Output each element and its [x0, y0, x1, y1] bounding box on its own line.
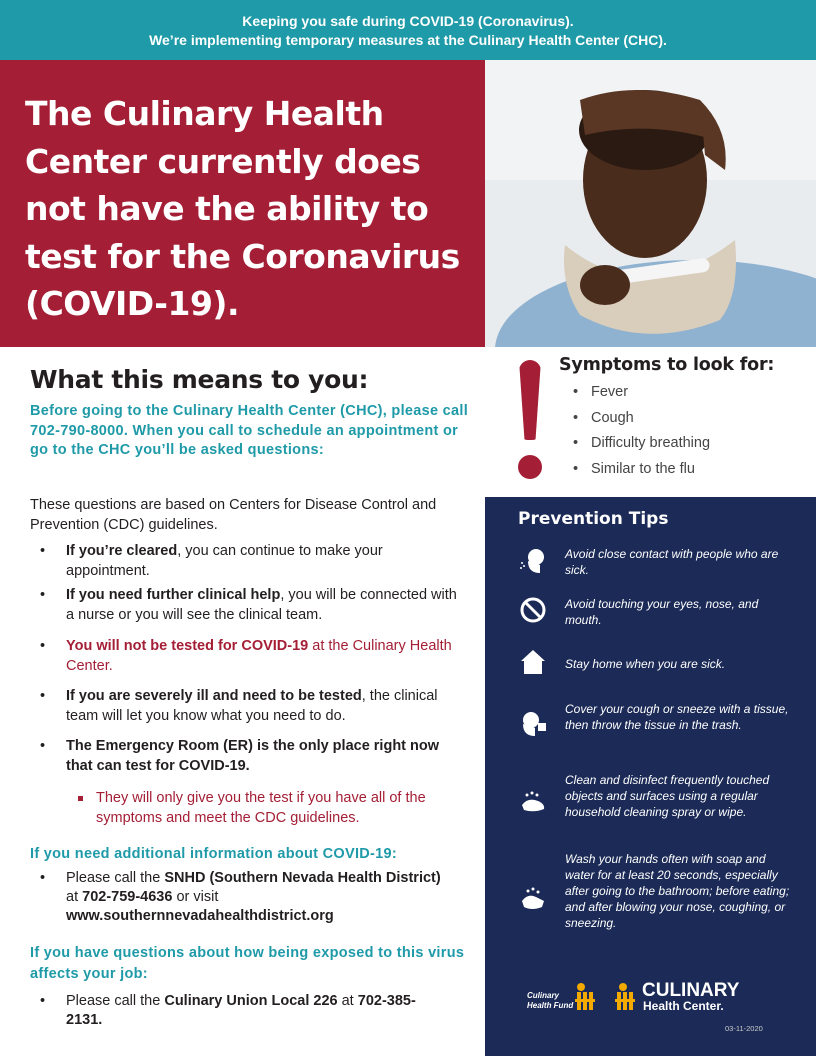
hero-panel: [0, 60, 485, 347]
exclamation-dot-icon: [518, 455, 542, 479]
svg-text:Health Center.: Health Center.: [643, 999, 724, 1013]
health-center-logo: [615, 980, 740, 1013]
prevention-panel: [485, 497, 816, 1056]
bullet-text: , you will be connected with a nurse or you will see the clinical team.: [66, 587, 457, 623]
snhd-name: SNHD (Southern Nevada Health District): [164, 870, 441, 886]
list-item: • If you are severely ill and need to be tested, the clinical team will let you know what you need to do.: [40, 688, 438, 724]
prevention-title: Prevention Tips: [518, 509, 669, 529]
person-distance-icon: [518, 545, 548, 575]
svg-text:CULINARY: CULINARY: [642, 980, 740, 1001]
list-item: • If you need further clinical help, you will be connected with a nurse or you will see the clinical team.: [40, 587, 457, 623]
info-heading: If you need additional information about COVID-19:: [30, 846, 398, 862]
snhd-website-link[interactable]: www.southernnevadahealthdistrict.org: [66, 908, 334, 924]
issue-date: 03-11-2020: [725, 1024, 763, 1033]
sick-man-illustration: [485, 60, 816, 347]
bullet-bold: If you are severely ill and need to be tested: [66, 688, 362, 704]
cough-tissue-icon: [518, 709, 548, 739]
symptom-item: • Similar to the flu: [573, 461, 695, 477]
handwash-icon: [518, 885, 548, 915]
section-heading: What this means to you:: [30, 365, 369, 394]
list-item: • The Emergency Room (ER) is the only place right now that can test for COVID-19.: [40, 738, 440, 774]
symptom-item: • Fever: [573, 384, 629, 400]
left-column: [0, 347, 485, 1056]
hero-title: The Culinary Health Center currently does not have the ability to test for the Coronavirus (COVID-19).: [25, 94, 460, 323]
tip-text: Wash your hands often with soap and water for at least 20 seconds, especially after going to the bathroom; before eating; and after blowing your nose, coughing, or sneezing.: [565, 852, 790, 930]
info-item: • Please call the SNHD (Southern Nevada Health District) at 702-759-4636 or visit www.southernnevadahealthdistrict.org: [40, 870, 441, 924]
house-icon: [518, 647, 548, 677]
tip-text: Avoid close contact with people who are sick.: [565, 547, 779, 577]
union-phone: 702-385-2131.: [66, 993, 416, 1028]
health-fund-logo: [527, 983, 595, 1010]
job-heading: If you have questions about how being exposed to this virus affects your job:: [30, 945, 465, 982]
symptoms-title: Symptoms to look for:: [559, 355, 775, 375]
snhd-phone: 702-759-4636: [82, 889, 173, 905]
cdc-paragraph: These questions are based on Centers for Disease Control and Prevention (CDC) guidelines.: [30, 497, 437, 533]
cleaning-icon: [518, 787, 548, 817]
banner-line-2: We’re implementing temporary measures at the Culinary Health Center (CHC).: [149, 32, 667, 48]
list-item: • You will not be tested for COVID-19 at the Culinary Health Center.: [40, 638, 452, 674]
tip-text: Cover your cough or sneeze with a tissue, then throw the tissue in the trash.: [565, 702, 789, 732]
bullet-text: at the Culinary Health Center.: [66, 638, 452, 674]
bullet-bold: If you need further clinical help: [66, 587, 281, 603]
symptom-item: • Difficulty breathing: [573, 435, 711, 451]
svg-text:Culinary: Culinary: [527, 991, 560, 1000]
bullet-bold: The Emergency Room (ER) is the only place right now that can test for COVID-19.: [66, 738, 440, 774]
tip-text: Avoid touching your eyes, nose, and mouth.: [565, 597, 759, 627]
intro-text: Before going to the Culinary Health Center (CHC), please call 702-790-8000. When you call to schedule an appointment or go to the CHC you’ll be asked questions:: [30, 403, 469, 458]
svg-text:Health Fund: Health Fund: [527, 1001, 574, 1010]
hero-photo: [485, 60, 816, 347]
union-name: Culinary Union Local 226: [164, 993, 338, 1009]
symptom-item: • Cough: [573, 410, 634, 426]
bullet-bold: You will not be tested for COVID-19: [66, 638, 309, 654]
culinary-logos: [525, 977, 785, 1017]
top-banner: [0, 0, 816, 60]
banner-line-1: Keeping you safe during COVID-19 (Coronavirus).: [242, 13, 574, 29]
job-item: • Please call the Culinary Union Local 226 at 702-385-2131.: [40, 993, 416, 1028]
logos: [525, 977, 785, 1017]
tip-text: Clean and disinfect frequently touched objects and surfaces using a regular household cleaning spray or wipe.: [565, 773, 770, 819]
bullet-bold: If you’re cleared: [66, 543, 178, 559]
bullet-text: , you can continue to make your appointment.: [66, 543, 383, 579]
tip-text: Stay home when you are sick.: [565, 657, 726, 671]
sub-list-item: [78, 788, 458, 828]
bullet-text: , the clinical team will let you know what you need to do.: [66, 688, 438, 724]
sub-bullet-text: They will only give you the test if you have all of the symptoms and meet the CDC guidelines.: [96, 790, 426, 826]
no-touch-icon: [518, 595, 548, 625]
list-item: • If you’re cleared, you can continue to make your appointment.: [40, 543, 383, 579]
